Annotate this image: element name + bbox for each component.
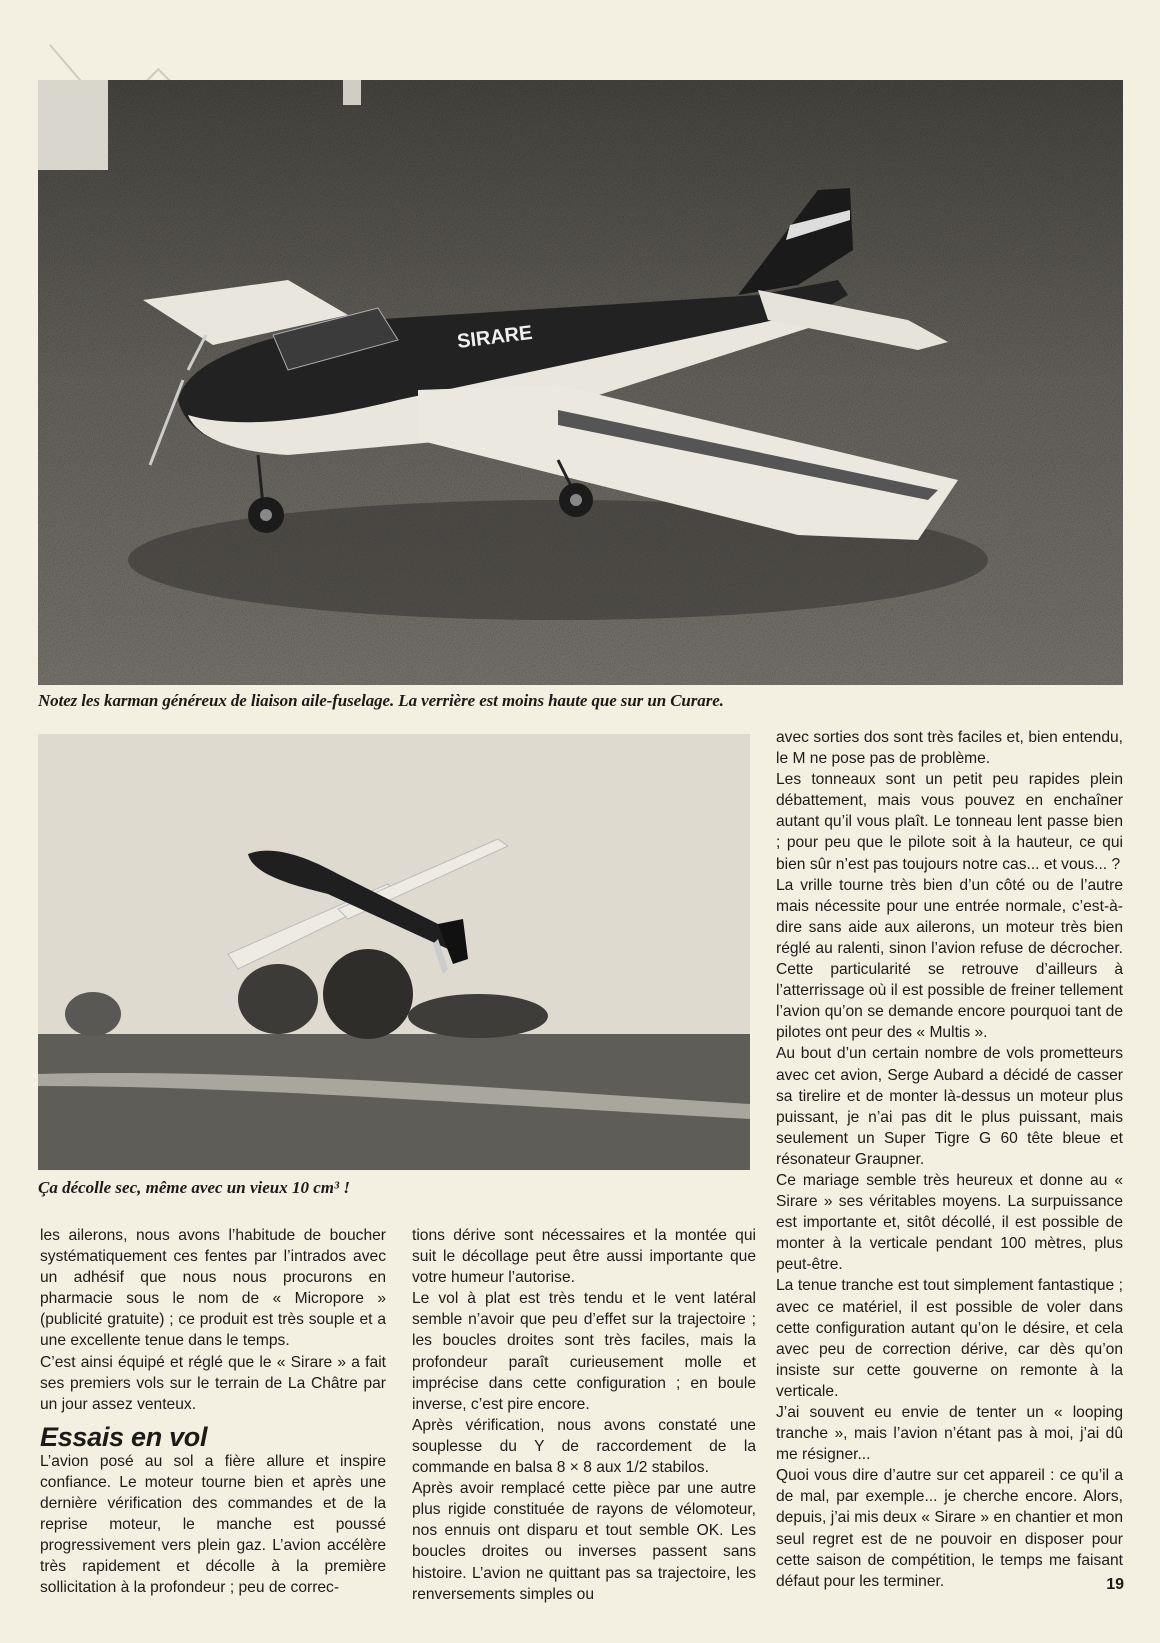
- paragraph: Le vol à plat est très tendu et le vent latéral semble n’avoir que peu d’effet sur la trajectoire ; les boucles droites sont très faciles, mais la profondeur paraît curieusement molle et imprécise dans cette configuration ; en boule inverse, c’est pire encore.: [412, 1290, 756, 1413]
- aircraft-takeoff-image: [38, 734, 750, 1170]
- paragraph: J’ai souvent eu envie de tenter un « looping tranche », mais l’avion n’étant pas à moi, j’ai dû me résigner...: [776, 1404, 1123, 1464]
- paragraph: Quoi vous dire d’autre sur cet appareil : ce qu’il a de mal, par exemple... je cherche encore. Alors, depuis, j’ai mis deux « Sirare » en chantier et mon seul regret est de ne pouvoir en disposer pour cette saison de compétition, le temps me faisant défaut pour les terminer.: [776, 1467, 1123, 1590]
- paragraph: tions dérive sont nécessaires et la montée qui suit le décollage peut être aussi importante que votre humeur l’autorise.: [412, 1227, 756, 1287]
- paragraph: Au bout d’un certain nombre de vols prometteurs avec cet avion, Serge Aubard a décidé de casser sa tirelire et de monter là-dessus un moteur plus puissant, je n’ai pas dit le plus puissant, mais seulement un Super Tigre G 60 tête bleue et résonateur Graupner.: [776, 1045, 1123, 1168]
- aircraft-ground-photo: [38, 80, 1123, 685]
- article-column-middle: [412, 1225, 756, 1605]
- article-column-left: [40, 1225, 386, 1599]
- photo-caption-bottom: Ça décolle sec, même avec un vieux 10 cm³ !: [38, 1178, 350, 1197]
- paragraph: Ce mariage semble très heureux et donne au « Sirare » ses véritables moyens. La surpuissance est importante et, sitôt décollé, il est possible de monter à la verticale pendant 100 mètres, plus peut-être.: [776, 1171, 1123, 1274]
- paragraph: La tenue tranche est tout simplement fantastique ; avec ce matériel, il est possible de voler dans cette configuration autant qu’on le désire, et cela avec peu de correction dérive, car dès qu’on insiste sur cette gouverne on remonte à la verticale.: [776, 1277, 1123, 1400]
- section-heading: Essais en vol: [40, 1421, 208, 1452]
- page-number: 19: [1106, 1576, 1124, 1593]
- aircraft-on-ground-image: [38, 80, 1123, 685]
- article-column-right: [776, 727, 1123, 1592]
- paragraph: Les tonneaux sont un petit peu rapides plein débattement, mais vous pouvez en enchaîner autant qu’il vous plaît. Le tonneau lent passe bien ; pour peu que le pilote soit à la hauteur, ce qui bien sûr n’est pas toujours notre cas... et vous... ?: [776, 771, 1123, 873]
- paragraph: La vrille tourne très bien d’un côté ou de l’autre mais nécessite pour une entrée normale, c’est-à-dire sans aide aux ailerons, un moteur très bien réglé au ralenti, sinon l’avion refuse de décrocher. Cette particularité se retrouve d’ailleurs à l’atterrissage où il est possible de freiner tellement l’avion qu’on se demande encore pourquoi tant de pilotes ont peur des « Multis ».: [776, 876, 1123, 1042]
- paragraph: Après vérification, nous avons constaté une souplesse du Y de raccordement de la commande en balsa 8 × 8 aux 1/2 stabilos.: [412, 1416, 756, 1477]
- paragraph: les ailerons, nous avons l’habitude de boucher systématiquement ces fentes par l’intrados avec un adhésif que nous nous procurons en pharmacie sous le nom de « Micropore » (publicité gratuite) ; ce produit est très souple et a une excellente tenue dans le temps.: [40, 1227, 386, 1350]
- aircraft-takeoff-photo: [38, 734, 750, 1170]
- paragraph: avec sorties dos sont très faciles et, bien entendu, le M ne pose pas de problème.: [776, 729, 1123, 768]
- fuselage-lettering: SIRARE: [455, 321, 534, 353]
- photo-caption-top: Notez les karman généreux de liaison aile-fuselage. La verrière est moins haute que sur un Curare.: [38, 691, 724, 710]
- paragraph: Après avoir remplacé cette pièce par une autre plus rigide constituée de rayons de vélomoteur, nos ennuis ont disparu et tout semble OK. Les boucles droites ou inverses passent sans histoire. L’avion ne quittant pas sa trajectoire, les renversements simples ou: [412, 1480, 756, 1603]
- paragraph: L’avion posé au sol a fière allure et inspire confiance. Le moteur tourne bien et après une dernière vérification des commandes et de la reprise moteur, le manche est poussé progressivement vers plein gaz. L’avion accélère très rapidement et décolle à la première sollicitation à la profondeur ; peu de correc-: [40, 1452, 386, 1597]
- paragraph: C’est ainsi équipé et réglé que le « Sirare » a fait ses premiers vols sur le terrain de La Châtre par un jour assez venteux.: [40, 1353, 386, 1413]
